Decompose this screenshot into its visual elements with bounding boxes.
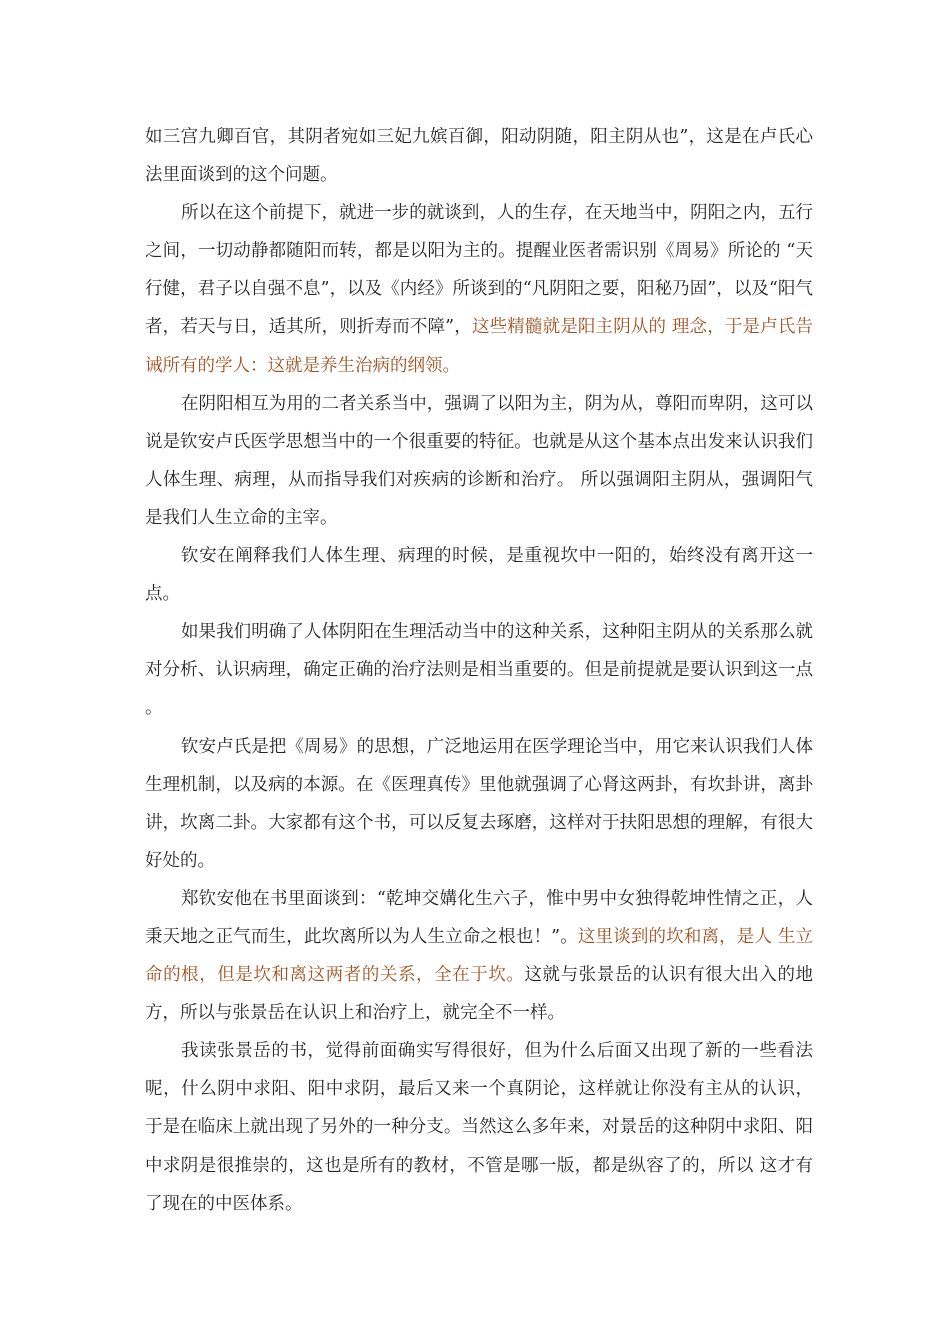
paragraph xyxy=(145,118,813,194)
paragraph-text: 如三宫九卿百官，其阴者宛如三妃九嫔百御，阳动阴随，阳主阴从也”，这是在卢氏心法里面谈到的这个问题。 xyxy=(145,127,813,186)
paragraph-text: 钦安卢氏是把《周易》的思想，广泛地运用在医学理论当中，用它来认识我们人体生理机制，以及病的本源。在《医理真传》里他就强调了心肾这两卦，有坎卦讲，离卦讲，坎离二卦。大家都有这个书，可以反复去琢磨，这样对于扶阳思想的理解，有很大好处的。 xyxy=(145,736,813,871)
paragraph-text: 我读张景岳的书，觉得前面确实写得很好，但为什么后面又出现了新的一些看法呢，什么阴中求阳、阳中求阴，最后又来一个真阴论，这样就让你没有主从的认识， 于是在临床上就出现了另外的一种分支。当然这么多年来，对景岳的这种阴中求阳、阳中求阴是很推崇的，这也是所有的教材，不管是哪一版，都是纵容了的，所以 这才有了现在的中医体系。 xyxy=(145,1041,813,1214)
paragraph xyxy=(145,728,813,880)
paragraph xyxy=(145,613,813,727)
paragraph-text: 所以在这个前提下，就进一步的就谈到，人的生存，在天地当中，阴阳之内，五行之间，一切动静都随阳而转，都是以阳为主的。提醒业医者需识别《周易》所论的 “天行健，君子以自强不息”，以及《内经》所谈到的“凡阴阳之要，阳秘乃固”，以及“阳气者，若天与日，适其所，则折寿而不障”， xyxy=(145,203,813,338)
paragraph-text: 郑钦安他在书里面谈到：“乾坤交媾化生六子，惟中男中女独得乾坤性情之正，人秉天地之正气而生，此坎离所以为人生立命之根也！”。 xyxy=(145,888,813,947)
highlighted-text: 这些精髓就是阳主阴从的 理念，于是卢氏告诫所有的学人：这就是养生治病的纲领。 xyxy=(145,317,813,376)
paragraph xyxy=(145,385,813,537)
paragraph-text: 在阴阳相互为用的二者关系当中，强调了以阳为主，阴为从，尊阳而卑阴，这可以说是钦安卢氏医学思想当中的一个很重要的特征。也就是从这个基本点出发来认识我们人体生理、病理，从而指导我们对疾病的诊断和治疗。 所以强调阳主阴从，强调阳气是我们人生立命的主宰。 xyxy=(145,393,813,528)
paragraph-text: 这就与张景岳的认识有很大出入的地方，所以与张景岳在认识上和治疗上，就完全不一样。 xyxy=(145,965,814,1024)
paragraph-text: 如果我们明确了人体阴阳在生理活动当中的这种关系，这种阳主阴从的关系那么就对分析、认识病理，确定正确的治疗法则是相当重要的。但是前提就是要认识到这一点 。 xyxy=(145,622,813,719)
highlighted-text: 这里谈到的坎和离，是人 生立命的根，但是坎和离这两者的关系，全在于坎。 xyxy=(145,926,813,986)
paragraph-text: 钦安在阐释我们人体生理、病理的时候，是重视坎中一阳的，始终没有离开这一点。 xyxy=(145,546,813,605)
paragraph xyxy=(145,1032,813,1222)
paragraph xyxy=(145,194,813,384)
paragraph xyxy=(145,537,813,613)
paragraph xyxy=(145,880,813,1032)
document-body xyxy=(145,118,813,1223)
